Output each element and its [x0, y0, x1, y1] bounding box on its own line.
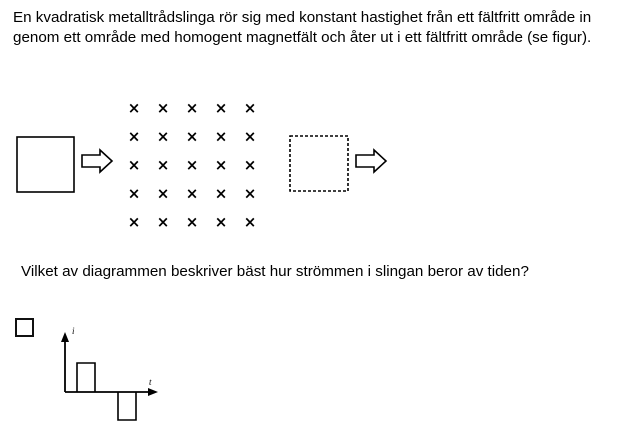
field-cross: ×: [127, 156, 141, 174]
field-cross: ×: [127, 127, 141, 146]
field-cross: ×: [156, 156, 170, 174]
y-axis-label: i: [72, 326, 75, 336]
field-cross: ×: [127, 213, 141, 231]
field-cross: ×: [214, 156, 228, 174]
field-cross: ×: [185, 99, 199, 117]
x-axis-label: t: [149, 377, 152, 387]
y-axis-arrow-icon: [61, 332, 69, 342]
magnetic-field-grid: [128, 99, 257, 231]
field-cross: ×: [185, 156, 199, 174]
answer-checkbox[interactable]: [15, 318, 34, 337]
problem-intro: En kvadratisk metalltrådslinga rör sig med konstant hastighet från ett fältfritt område in genom ett område med homogent magnetfält och åter ut i ett fältfritt område (se figur).: [13, 9, 592, 46]
field-cross: ×: [156, 99, 170, 117]
x-axis-arrow-icon: [148, 388, 158, 396]
field-cross: ×: [127, 184, 141, 203]
field-cross: ×: [156, 127, 170, 146]
field-cross: ×: [214, 213, 228, 231]
loop-end: [290, 136, 348, 191]
field-cross: ×: [214, 99, 228, 117]
question-text: Vilket av diagrammen beskriver bäst hur strömmen i slingan beror av tiden?: [21, 263, 529, 280]
loop-start: [17, 137, 74, 192]
current-time-diagram: [61, 326, 158, 420]
motion-arrow-icon: [356, 150, 386, 172]
field-cross: ×: [185, 213, 199, 231]
field-cross: ×: [243, 156, 257, 174]
field-cross: ×: [185, 127, 199, 146]
field-cross: ×: [214, 127, 228, 146]
field-cross: ×: [243, 99, 257, 117]
field-cross: ×: [156, 213, 170, 231]
field-cross: ×: [243, 127, 257, 146]
motion-arrow-icon: [82, 150, 112, 172]
current-pulse-positive: [77, 363, 95, 392]
field-cross: ×: [156, 184, 170, 203]
field-cross: ×: [243, 213, 257, 231]
field-cross: ×: [185, 184, 199, 203]
field-cross: ×: [214, 184, 228, 203]
field-cross: ×: [127, 99, 141, 117]
current-pulse-negative: [118, 392, 136, 420]
field-cross: ×: [243, 184, 257, 203]
